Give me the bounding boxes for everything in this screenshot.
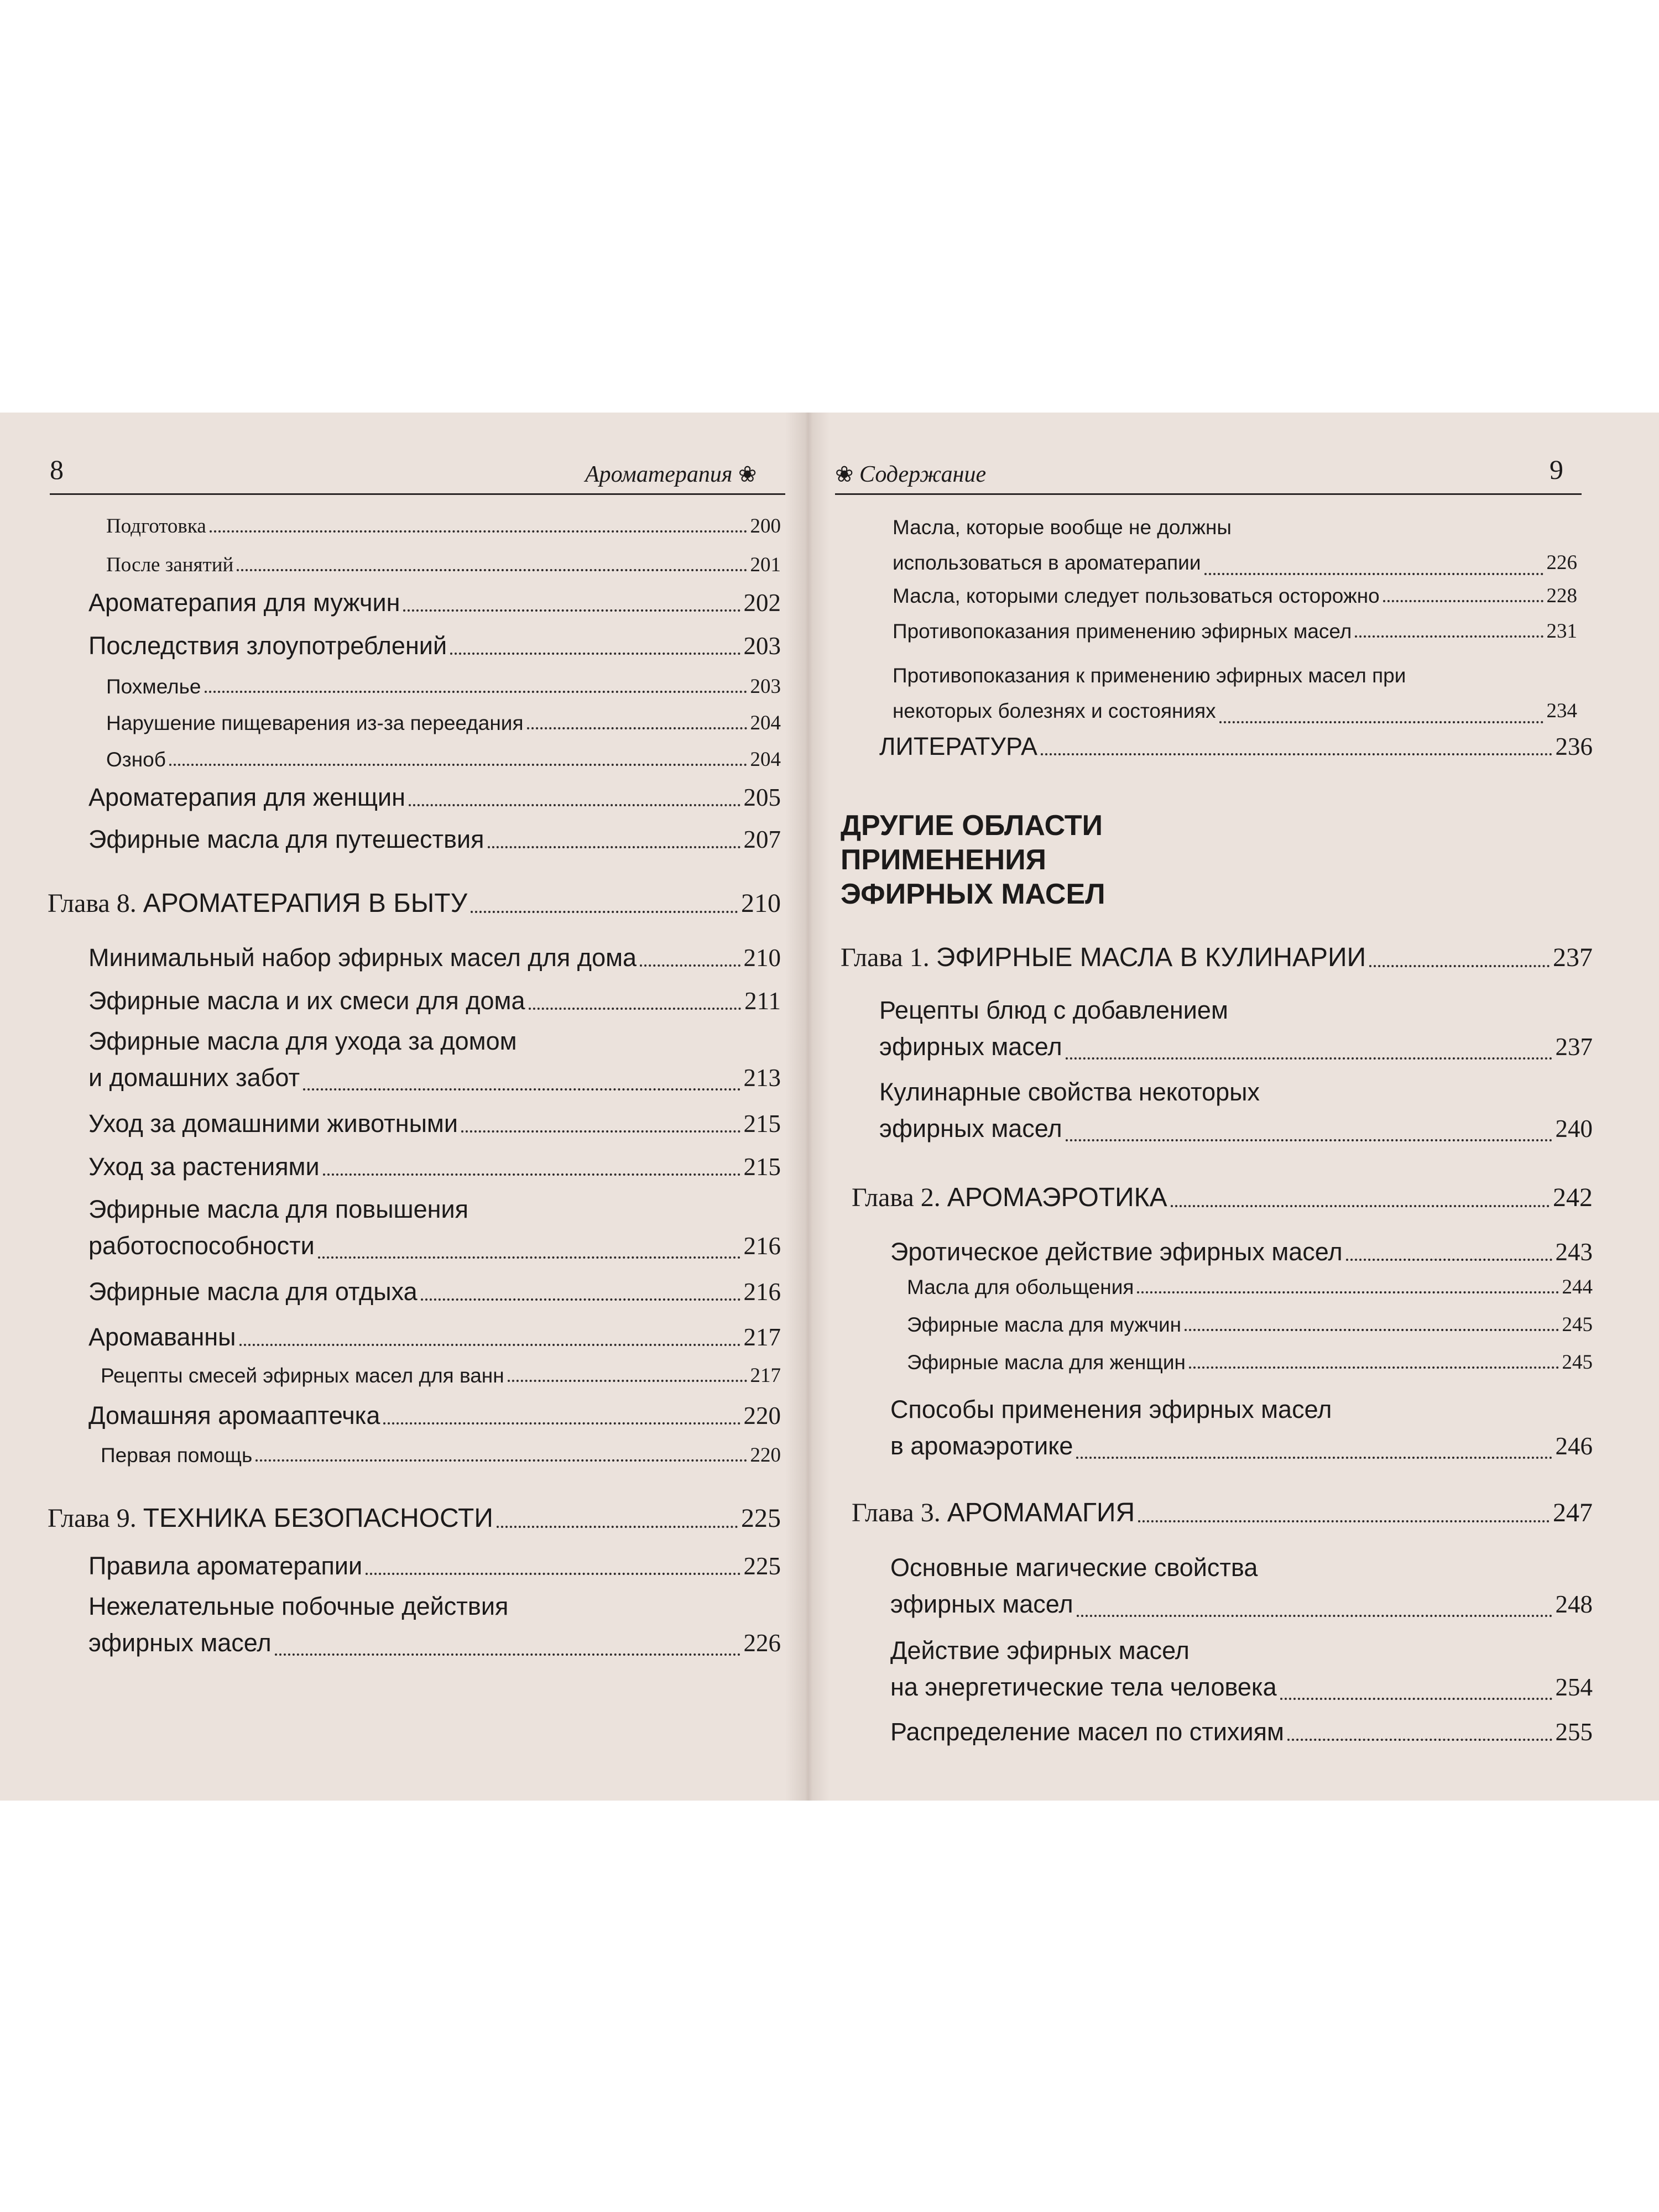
toc-chapter[interactable]: Глава 2. АРОМАЭРОТИКА 242 — [852, 1183, 1593, 1212]
toc-entry[interactable]: Подготовка 200 — [106, 515, 781, 538]
toc-entry[interactable]: Эфирные масла для женщин 245 — [907, 1351, 1593, 1374]
toc-entry[interactable]: После занятий 201 — [106, 554, 781, 576]
toc-entry[interactable]: Эфирные масла для ухода за домом и домашних забот 213 — [88, 1027, 781, 1092]
toc-entry[interactable]: Способы применения эфирных масел в аромаэротике 246 — [890, 1395, 1593, 1460]
left-page-number: 8 — [50, 454, 64, 485]
toc-entry[interactable]: Аромаванны 217 — [88, 1323, 781, 1351]
left-page — [0, 413, 796, 1801]
toc-entry[interactable]: Основные магические свойства эфирных масел 248 — [890, 1553, 1593, 1618]
toc-chapter[interactable]: Глава 8. АРОМАТЕРАПИЯ В БЫТУ 210 — [48, 889, 781, 918]
toc-entry[interactable]: Эфирные масла и их смеси для дома 211 — [88, 987, 781, 1015]
toc-entry[interactable]: Правила ароматерапии 225 — [88, 1552, 781, 1580]
toc-entry[interactable]: Действие эфирных масел на энергетические тела человека 254 — [890, 1636, 1593, 1701]
right-page-number: 9 — [1550, 454, 1563, 485]
right-header-rule — [835, 493, 1582, 495]
left-header-rule — [50, 493, 785, 495]
toc-entry[interactable]: Масла, которые вообще не должны использоваться в ароматерапии 226 — [893, 516, 1577, 574]
toc-entry[interactable]: Похмелье 203 — [106, 675, 781, 698]
toc-entry[interactable]: Эфирные масла для повышения работоспособности 216 — [88, 1195, 781, 1260]
toc-entry[interactable]: Ароматерапия для женщин 205 — [88, 783, 781, 811]
toc-entry[interactable]: ЛИТЕРАТУРА 236 — [879, 732, 1593, 760]
section-heading: ДРУГИЕ ОБЛАСТИ ПРИМЕНЕНИЯ ЭФИРНЫХ МАСЕЛ — [841, 810, 1105, 910]
toc-entry[interactable]: Противопоказания к применению эфирных масел при некоторых болезнях и состояниях 234 — [893, 664, 1577, 722]
flower-icon: ❀ — [738, 462, 757, 487]
toc-entry[interactable]: Озноб 204 — [106, 748, 781, 771]
toc-entry[interactable]: Уход за домашними животными 215 — [88, 1109, 781, 1138]
toc-entry[interactable]: Кулинарные свойства некоторых эфирных масел 240 — [879, 1078, 1593, 1142]
toc-entry[interactable]: Последствия злоупотреблений 203 — [88, 632, 781, 660]
toc-entry[interactable]: Нарушение пищеварения из-за переедания 204 — [106, 712, 781, 734]
flower-icon: ❀ — [835, 462, 854, 487]
toc-entry[interactable]: Эфирные масла для путешествия 207 — [88, 825, 781, 853]
left-running-title-text: Ароматерапия — [585, 462, 733, 487]
toc-entry[interactable]: Ароматерапия для мужчин 202 — [88, 588, 781, 617]
toc-entry[interactable]: Противопоказания применению эфирных масел 231 — [893, 620, 1577, 643]
toc-entry[interactable]: Распределение масел по стихиям 255 — [890, 1718, 1593, 1746]
left-running-title — [585, 461, 757, 488]
toc-entry[interactable]: Рецепты блюд с добавлением эфирных масел 237 — [879, 996, 1593, 1061]
right-running-title — [835, 461, 986, 488]
right-page — [818, 413, 1659, 1801]
toc-entry[interactable]: Масла, которыми следует пользоваться осторожно 228 — [893, 585, 1577, 607]
right-running-title-text: Содержание — [859, 462, 987, 487]
toc-entry[interactable]: Масла для обольщения 244 — [907, 1276, 1593, 1298]
toc-entry[interactable]: Минимальный набор эфирных масел для дома 210 — [88, 943, 781, 972]
toc-chapter[interactable]: Глава 9. ТЕХНИКА БЕЗОПАСНОСТИ 225 — [48, 1504, 781, 1533]
toc-entry[interactable]: Уход за растениями 215 — [88, 1152, 781, 1181]
toc-entry[interactable]: Эфирные масла для отдыха 216 — [88, 1277, 781, 1306]
toc-entry[interactable]: Домашняя аромааптечка 220 — [88, 1401, 781, 1430]
toc-chapter[interactable]: Глава 3. АРОМАМАГИЯ 247 — [852, 1498, 1593, 1527]
toc-entry[interactable]: Первая помощь 220 — [101, 1444, 781, 1467]
toc-entry[interactable]: Нежелательные побочные действия эфирных масел 226 — [88, 1592, 781, 1657]
toc-entry[interactable]: Эфирные масла для мужчин 245 — [907, 1313, 1593, 1336]
toc-entry[interactable]: Рецепты смесей эфирных масел для ванн 217 — [101, 1364, 781, 1387]
toc-chapter[interactable]: Глава 1. ЭФИРНЫЕ МАСЛА В КУЛИНАРИИ 237 — [841, 943, 1593, 972]
toc-entry[interactable]: Эротическое действие эфирных масел 243 — [890, 1238, 1593, 1266]
